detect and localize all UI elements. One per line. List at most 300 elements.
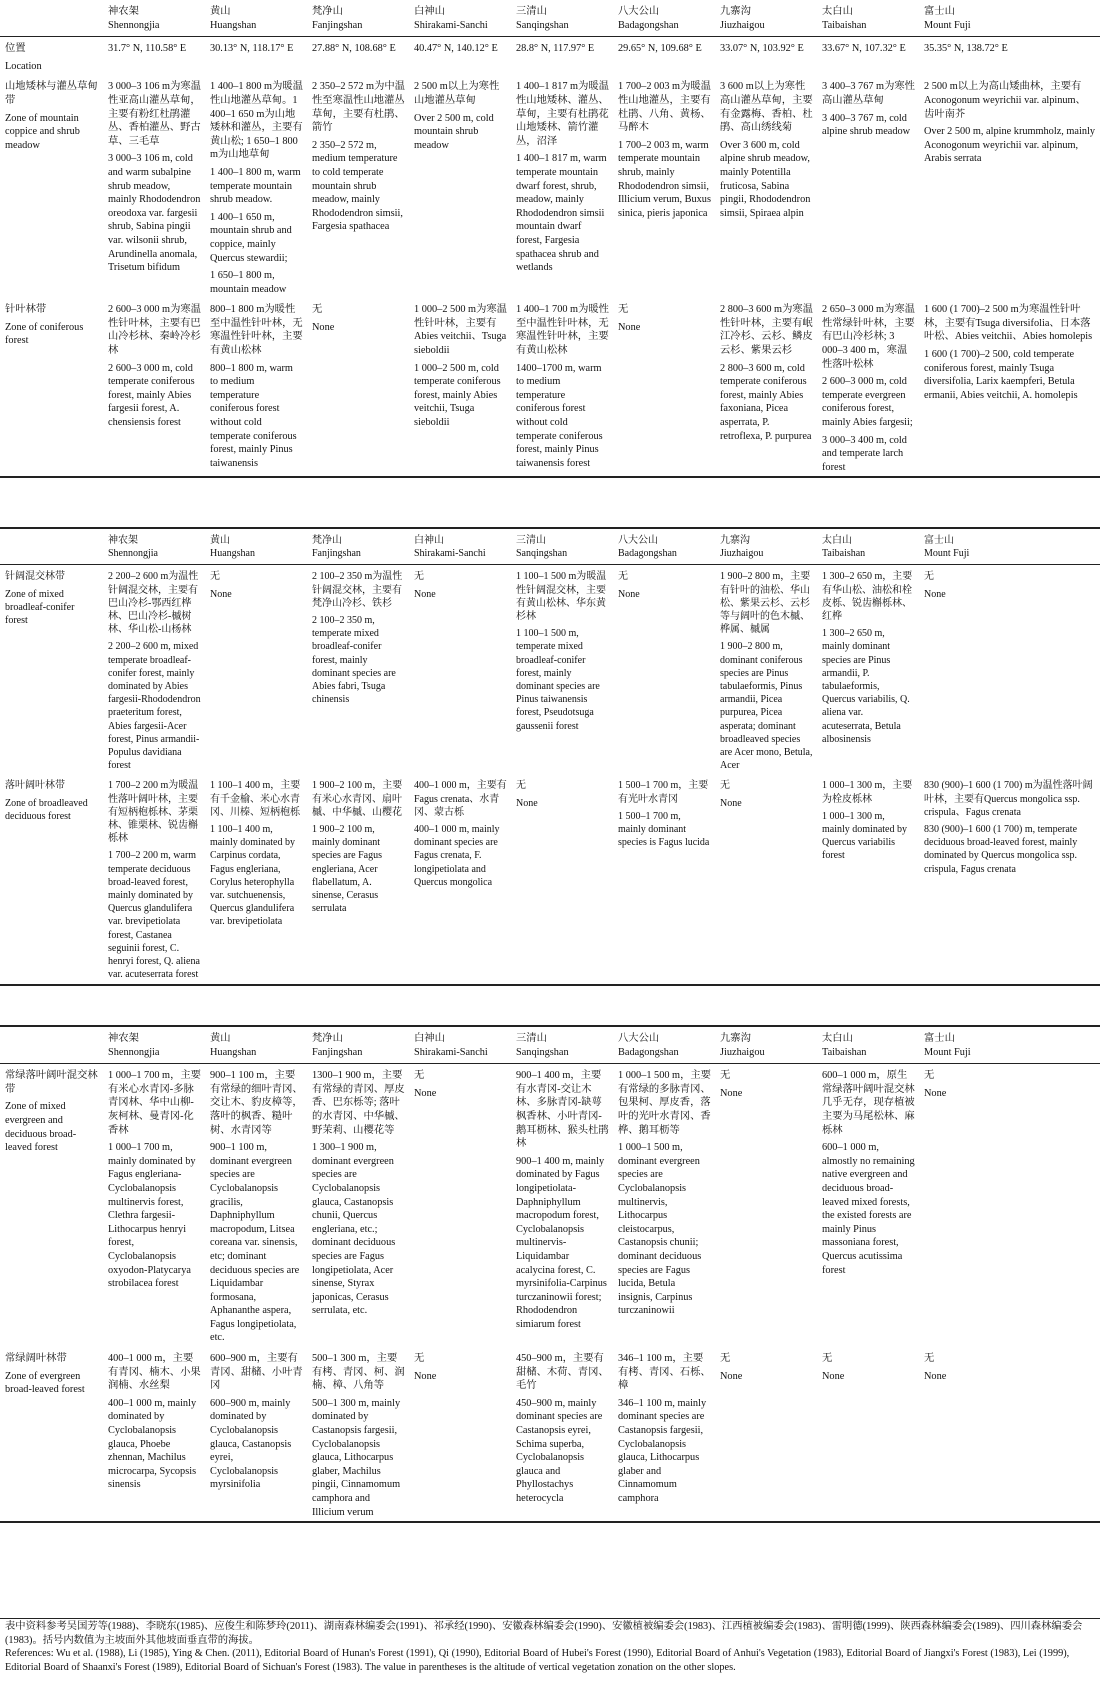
column-header — [511, 528, 613, 565]
table-cell — [919, 298, 1100, 477]
cell-paragraph: 1 000–1 700 m, mainly dominated by Fagus engleriana-Cyclobalanopsis multinervis forest, Clethra fargesii-Lithocarpus henryi forest, Cyclobalanopsis oxyodon-Platycarya strobilacea forest — [108, 1142, 196, 1290]
table-cell — [715, 1064, 817, 1347]
table-cell — [511, 298, 613, 477]
column-header-en: Shennongjia — [108, 1046, 160, 1058]
table-cell — [613, 37, 715, 76]
cell-paragraph: 600–1 000 m，原生常绿落叶阔叶混交林几乎无存，现存植被主要为马尾松林、麻栎林 — [822, 1070, 915, 1136]
table-cell — [715, 298, 817, 477]
row-label — [0, 37, 103, 76]
cell-paragraph: 2 350–2 572 m为中温性至寒温性山地灌丛草甸，主要有杜鹃、箭竹 — [312, 81, 405, 134]
column-header — [511, 0, 613, 37]
column-header-en: Shirakami-Sanchi — [414, 19, 488, 31]
cell-paragraph: 2 600–3 000 m为寒温性针叶林，主要有巴山冷杉林、秦岭冷杉林 — [108, 304, 201, 357]
cell-paragraph: 1 400–1 817 m, warm temperate mountain dwarf forest, shrub, meadow, mainly Rhododendron simsii mountain dwarf forest, Fargesia spathacea shrub and wetlands — [516, 153, 607, 274]
row-label — [0, 1347, 103, 1522]
row-label — [0, 565, 103, 775]
cell-paragraph: Zone of mixed evergreen and deciduous broad-leaved forest — [5, 1101, 77, 1154]
cell-paragraph: 450–900 m, mainly dominant species are Castanopsis eyrei, Schima superba, Cyclobalanopsis glauca and Phyllostachys heterocycla — [516, 1397, 603, 1504]
cell-paragraph: None — [414, 588, 436, 600]
cell-paragraph: 346–1 100 m, mainly dominant species are Castanopsis fargesii, Cyclobalanopsis glauca, Lithocarpus glaber and Cinnamomum camphora — [618, 1397, 707, 1504]
cell-paragraph: 3 000–3 106 m为寒温性亚高山灌丛草甸，主要有粉红杜鹃灌丛、香柏灌丛、野古草、三毛草 — [108, 81, 201, 147]
column-header-en: Badagongshan — [618, 1046, 679, 1058]
cell-paragraph: Over 2 500 m, cold mountain shrub meadow — [414, 112, 494, 151]
column-header-zh: 黄山 — [210, 6, 231, 17]
cell-paragraph: 1 600 (1 700)–2 500 m为寒温性针叶林，主要有Tsuga diversifolia、日本落叶松、Abies veitchii、Abies homolepis — [924, 304, 1093, 343]
cell-paragraph: 无 — [822, 1353, 833, 1365]
column-header-en: Mount Fuji — [924, 548, 970, 560]
table-cell — [817, 298, 919, 477]
column-header — [409, 0, 511, 37]
column-header — [409, 1026, 511, 1064]
column-header-en: Badagongshan — [618, 548, 677, 560]
table-row — [0, 75, 1100, 298]
cell-paragraph: 1 500–1 700 m，主要有光叶水青冈 — [618, 780, 709, 805]
header-corner — [0, 528, 103, 565]
column-header-en: Shirakami-Sanchi — [414, 548, 486, 560]
table-header-row — [0, 1026, 1100, 1064]
cell-paragraph: 1 400–1 800 m为暖温性山地灌丛草甸。1 400–1 650 m为山地矮林和灌丛，主要有黄山松; 1 650–1 800 m为山地草甸 — [210, 81, 303, 161]
table-cell — [511, 75, 613, 298]
column-header-en: Sanqingshan — [516, 1046, 569, 1058]
cell-paragraph: 33.67° N, 107.32° E — [822, 43, 906, 55]
cell-paragraph: 500–1 300 m, mainly dominated by Castanopsis fargesii, Cyclobalanopsis glauca, Lithocarpus glaber, Machilus pingii, Cinnamomum camphora and Illicium verum — [312, 1397, 401, 1518]
cell-paragraph: Zone of broadleaved deciduous forest — [5, 797, 88, 822]
table-cell — [205, 1064, 307, 1347]
column-header-en: Sanqingshan — [516, 548, 568, 560]
cell-paragraph: 无 — [618, 571, 628, 583]
cell-paragraph: None — [618, 588, 640, 600]
table-cell — [613, 1064, 715, 1347]
table-cell — [103, 565, 205, 775]
cell-paragraph: 35.35° N, 138.72° E — [924, 43, 1008, 55]
table-cell — [307, 37, 409, 76]
table-cell — [817, 75, 919, 298]
column-header-zh: 太白山 — [822, 535, 852, 546]
column-header-zh: 神农架 — [108, 535, 138, 546]
cell-paragraph: 无 — [516, 780, 526, 792]
table-row — [0, 774, 1100, 984]
column-header-zh: 太白山 — [822, 6, 853, 17]
table-cell — [715, 1347, 817, 1522]
column-header-zh: 梵净山 — [312, 6, 343, 17]
table-cell — [103, 298, 205, 477]
table-cell — [817, 1347, 919, 1522]
row-label — [0, 1064, 103, 1347]
column-header — [817, 0, 919, 37]
cell-paragraph: 1 000–1 300 m，主要为栓皮栎林 — [822, 780, 913, 805]
column-header-zh: 梵净山 — [312, 535, 342, 546]
cell-paragraph: 1 900–2 100 m，主要有米心水青冈、扇叶槭、中华槭、山樱花 — [312, 780, 403, 818]
table-cell — [817, 1064, 919, 1347]
cell-paragraph: None — [516, 797, 538, 809]
column-header — [613, 0, 715, 37]
cell-paragraph: Zone of mountain coppice and shrub meadow — [5, 112, 80, 151]
cell-paragraph: 1 400–1 800 m, warm temperate mountain shrub meadow. — [210, 166, 301, 206]
table-cell — [919, 565, 1100, 775]
table-cell — [613, 565, 715, 775]
cell-paragraph: 2 500 m以上为高山矮曲林，主要有Aconogonum weyrichii var. alpinum、齿叶南芥 — [924, 81, 1086, 120]
table-cell — [613, 774, 715, 984]
table-cell — [715, 75, 817, 298]
cell-paragraph: 1 000–2 500 m为寒温性针叶林，主要有Abies veitchii、Tsuga sieboldii — [414, 304, 507, 357]
cell-paragraph: None — [822, 1370, 845, 1382]
cell-paragraph: 3 600 m以上为寒性高山灌丛草甸，主要有金露梅、香柏、杜鹃、高山绣线菊 — [720, 81, 813, 134]
column-header-en: Fanjingshan — [312, 548, 361, 560]
column-header-zh: 富士山 — [924, 1033, 955, 1044]
cell-paragraph: 800–1 800 m, warm to medium temperature coniferous forest without cold temperate coniferous forest, mainly Pinus taiwanensis — [210, 362, 297, 469]
table-cell — [409, 75, 511, 298]
table-cell — [409, 37, 511, 76]
table-cell — [103, 1064, 205, 1347]
cell-paragraph: 无 — [720, 1070, 731, 1082]
column-header — [817, 1026, 919, 1064]
cell-paragraph: Zone of coniferous forest — [5, 321, 84, 347]
references-note — [5, 1620, 1095, 1674]
cell-paragraph: 1 900–2 800 m，主要有针叶的油松、华山松、紫果云杉、云杉等与阔叶的色木槭、桦属、槭属 — [720, 571, 811, 636]
table-cell — [103, 774, 205, 984]
table-cell — [307, 75, 409, 298]
table-cell — [205, 37, 307, 76]
table-cell — [715, 774, 817, 984]
cell-paragraph: 27.88° N, 108.68° E — [312, 43, 396, 55]
cell-paragraph: 2 200–2 600 m为温性针阔混交林，主要有巴山冷杉-鄂西红桦林、巴山冷杉-槭树林、华山松-山杨林 — [108, 571, 199, 636]
column-header — [205, 0, 307, 37]
table-cell — [307, 1347, 409, 1522]
cell-paragraph: 2 800–3 600 m, cold temperate coniferous forest, mainly Abies faxoniana, Picea asperrata, P. retroflexa, P. purpurea — [720, 362, 812, 442]
cell-paragraph: 1 400–1 700 m为暖性至中温性针叶林，无寒温性针叶林，主要有黄山松林 — [516, 304, 609, 357]
table-cell — [817, 565, 919, 775]
column-header-zh: 八大公山 — [618, 1033, 660, 1044]
table-cell — [919, 37, 1100, 76]
cell-paragraph: Zone of mixed broadleaf-conifer forest — [5, 588, 75, 627]
cell-paragraph: None — [414, 1370, 437, 1382]
cell-paragraph: 无 — [924, 1070, 935, 1082]
cell-paragraph: 900–1 400 m, mainly dominated by Fagus longipetiolata-Daphniphyllum macropodum forest, Cyclobalanopsis multinervis-Liquidambar acalycina forest, C. myrsinifolia-Carpinus turczaninowii forest; Rhododendron simiarum forest — [516, 1155, 607, 1330]
table-row — [0, 37, 1100, 76]
cell-paragraph: 1400–1700 m, warm to medium temperature coniferous forest without cold temperate coniferous forest, mainly Pinus taiwanensis forest — [516, 362, 603, 469]
cell-paragraph: 3 400–3 767 m为寒性高山灌丛草甸 — [822, 81, 915, 106]
table-cell — [307, 298, 409, 477]
column-header-en: Shirakami-Sanchi — [414, 1046, 488, 1058]
table-cell — [409, 774, 511, 984]
column-header — [307, 1026, 409, 1064]
cell-paragraph: 1 100–1 400 m，主要有千金榆、米心水青冈、川榛、短柄枹栎 — [210, 780, 301, 818]
column-header — [103, 1026, 205, 1064]
column-header-zh: 黄山 — [210, 1033, 231, 1044]
column-header-en: Fanjingshan — [312, 1046, 363, 1058]
row-label — [0, 75, 103, 298]
table-cell — [511, 37, 613, 76]
cell-paragraph: 常绿落叶阔叶混交林带 — [5, 1070, 98, 1095]
footnote-divider — [0, 1618, 1100, 1619]
column-header — [715, 0, 817, 37]
cell-paragraph: 无 — [210, 571, 220, 583]
cell-paragraph: Over 2 500 m, alpine krummholz, mainly Aconogonum weyrichii var. alpinum, Arabis serrata — [924, 126, 1096, 165]
cell-paragraph: 1 000–1 500 m, dominant evergreen species are Cyclobalanopsis multinervis, Lithocarpus cleistocarpus, Castanopsis chunii; dominant deciduous species are Fagus lucida, Betula insignis, Carpinus turczaninowii — [618, 1142, 702, 1317]
cell-paragraph: 无 — [414, 571, 424, 583]
cell-paragraph: 1 700–2 003 m, warm temperate mountain shrub, mainly Rhododendron simsii, Illicium verum, Buxus sinica, pieris japonica — [618, 139, 711, 219]
column-header-en: Mount Fuji — [924, 1046, 971, 1058]
table-cell — [205, 75, 307, 298]
column-header — [409, 528, 511, 565]
cell-paragraph: None — [924, 588, 946, 600]
cell-paragraph: 1 100–1 500 m, temperate mixed broadleaf-conifer forest, mainly dominant species are Pinus taiwanensis forest, Pseudotsuga gaussenii forest — [516, 628, 600, 732]
column-header — [919, 528, 1100, 565]
column-header-zh: 富士山 — [924, 535, 954, 546]
vegetation-zone-table-1 — [0, 0, 1100, 478]
column-header — [919, 0, 1100, 37]
table-cell — [103, 75, 205, 298]
table-cell — [205, 774, 307, 984]
cell-paragraph: 1 700–2 003 m为暖温性山地灌丛，主要有杜鹃、八角、黄杨、马醉木 — [618, 81, 711, 134]
column-header-en: Huangshan — [210, 548, 255, 560]
cell-paragraph: 常绿阔叶林带 — [5, 1353, 67, 1365]
table-cell — [613, 75, 715, 298]
cell-paragraph: 1 000–1 500 m，主要有常绿的多脉青冈、包果柯、厚皮香，落叶的光叶水青冈、香桦、鹅耳枥等 — [618, 1070, 711, 1136]
cell-paragraph: 30.13° N, 118.17° E — [210, 43, 294, 55]
column-header-zh: 八大公山 — [618, 535, 658, 546]
table-cell — [817, 774, 919, 984]
column-header — [205, 528, 307, 565]
column-header-zh: 梵净山 — [312, 1033, 343, 1044]
column-header-zh: 三清山 — [516, 535, 546, 546]
cell-paragraph: 1 100–1 500 m为暖温性针阔混交林，主要有黄山松林、华东黄杉林 — [516, 571, 607, 623]
cell-paragraph: 900–1 100 m，主要有常绿的细叶青冈、交让木、豹皮樟等，落叶的枫香、糙叶树、水青冈等 — [210, 1070, 303, 1136]
table-cell — [715, 37, 817, 76]
table-row — [0, 1347, 1100, 1522]
column-header — [919, 1026, 1100, 1064]
cell-paragraph: 40.47° N, 140.12° E — [414, 43, 498, 55]
cell-paragraph: 针阔混交林带 — [5, 571, 65, 583]
cell-paragraph: 33.07° N, 103.92° E — [720, 43, 804, 55]
column-header-zh: 三清山 — [516, 6, 547, 17]
table-cell — [409, 298, 511, 477]
cell-paragraph: 2 350–2 572 m, medium temperature to cold temperate mountain shrub meadow, mainly Rhododendron simsii, Fargesia spathacea — [312, 139, 403, 233]
column-header-zh: 九寨沟 — [720, 535, 750, 546]
cell-paragraph: Over 3 600 m, cold alpine shrub meadow, mainly Potentilla fruticosa, Sabina pingii, Rhododendron simsii, Spiraea alpin — [720, 139, 811, 219]
table-cell — [103, 37, 205, 76]
table-cell — [715, 565, 817, 775]
cell-paragraph: 600–900 m, mainly dominated by Cyclobalanopsis glauca, Castanopsis eyrei, Cyclobalanopsis myrsinifolia — [210, 1397, 292, 1491]
cell-paragraph: 400–1 000 m，主要有Fagus crenata、水青冈、蒙古栎 — [414, 780, 507, 818]
references-zh: 表中资料参考吴国芳等(1988)、李晓东(1985)、应俊生和陈梦玲(2011)、湖南森林编委会(1991)、祁承经(1990)、安徽森林编委会(1990)、安徽植被编委会(1983)、江西植被编委会(1983)、雷明德(1999)、陕西森林编委会(1989)、四川森林编委会(1983)。括号内数值为主坡面外其他坡面垂直带的海拔。 — [5, 1621, 1083, 1646]
cell-paragraph: 2 800–3 600 m为寒温性针叶林，主要有岷江冷杉、云杉、鳞皮云杉、紫果云杉 — [720, 304, 813, 357]
cell-paragraph: Location — [5, 60, 42, 72]
column-header-zh: 白神山 — [414, 1033, 445, 1044]
column-header-en: Mount Fuji — [924, 19, 971, 31]
column-header-en: Taibaishan — [822, 548, 866, 560]
column-header — [613, 1026, 715, 1064]
table-row — [0, 1064, 1100, 1347]
cell-paragraph: 1 300–1 900 m, dominant evergreen species are Cyclobalanopsis glauca, Castanopsis chunii, Quercus engleriana, etc.; dominant deciduous species are Fagus longipetiolata, Acer sinense, Styrax japonicas, Cerasus serrulata, etc. — [312, 1142, 396, 1317]
cell-paragraph: 830 (900)–1 600 (1 700) m为温性落叶阔叶林，主要有Quercus mongolica ssp. crispula、Fagus crenata — [924, 780, 1093, 818]
table-cell — [817, 37, 919, 76]
cell-paragraph: 1 000–2 500 m, cold temperate coniferous forest, mainly Abies veitchii, Tsuga sieboldii — [414, 362, 501, 429]
column-header-en: Huangshan — [210, 19, 257, 31]
table-cell — [919, 1064, 1100, 1347]
cell-paragraph: 无 — [924, 571, 934, 583]
cell-paragraph: None — [720, 797, 742, 809]
cell-paragraph: 位置 — [5, 43, 26, 55]
column-header-en: Sanqingshan — [516, 19, 569, 31]
cell-paragraph: None — [618, 321, 641, 333]
column-header-en: Jiuzhaigou — [720, 1046, 765, 1058]
cell-paragraph: 830 (900)–1 600 (1 700) m, temperate deciduous broad-leaved forest, mainly dominated by Quercus mongolica ssp. crispula, Fagus crenata — [924, 824, 1078, 875]
cell-paragraph: 900–1 100 m, dominant evergreen species are Cyclobalanopsis gracilis, Daphniphyllum macropodum, Litsea coreana var. sinensis, etc; dominant deciduous species are Liquidambar formosana, Aphananthe aspera, Fagus longipetiolata, etc. — [210, 1142, 300, 1344]
cell-paragraph: 400–1 000 m, mainly dominated by Cyclobalanopsis glauca, Phoebe zhennan, Machilus microcarpa, Sycopsis sinensis — [108, 1397, 197, 1491]
table-cell — [511, 1064, 613, 1347]
table-cell — [205, 1347, 307, 1522]
table-row — [0, 565, 1100, 775]
table-cell — [307, 1064, 409, 1347]
column-header-en: Fanjingshan — [312, 19, 363, 31]
column-header-en: Jiuzhaigou — [720, 548, 764, 560]
column-header-en: Jiuzhaigou — [720, 19, 765, 31]
column-header-en: Shennongjia — [108, 19, 160, 31]
cell-paragraph: 1 600 (1 700)–2 500, cold temperate coniferous forest, mainly Tsuga diversifolia, Larix kaempferi, Betula ermanii, Abies veitchii, A. homolepis — [924, 349, 1078, 401]
cell-paragraph: 29.65° N, 109.68° E — [618, 43, 702, 55]
table-header-row — [0, 528, 1100, 565]
cell-paragraph: 800–1 800 m为暖性至中温性针叶林，无寒温性针叶林，主要有黄山松林 — [210, 304, 303, 357]
cell-paragraph: 无 — [414, 1070, 425, 1082]
cell-paragraph: 1 700–2 200 m为暖温性落叶阔叶林，主要有短柄枹栎林、茅栗林、锥栗林、锐齿槲栎林 — [108, 780, 199, 845]
cell-paragraph: 1 900–2 100 m, mainly dominant species are Fagus engleriana, Acer flabellatum, A. sinense, Cerasus serrulata — [312, 824, 382, 915]
column-header-en: Badagongshan — [618, 19, 679, 31]
table-cell — [307, 565, 409, 775]
cell-paragraph: 600–900 m，主要有青冈、甜槠、小叶青冈 — [210, 1353, 303, 1392]
cell-paragraph: 3 000–3 106 m, cold and warm subalpine shrub meadow, mainly Rhododendron oreodoxa var. fargesii shrub, Sabina pingii var. wilsonii shrub, Arundinella anomala, Trisetum bifidum — [108, 153, 201, 274]
column-header-zh: 富士山 — [924, 6, 955, 17]
cell-paragraph: 无 — [924, 1353, 935, 1365]
cell-paragraph: 1 700–2 200 m, warm temperate deciduous broad-leaved forest, mainly dominated by Quercus glandulifera var. brevipetiolata forest, Castanea seguinii forest, C. henryi forest, Q. aliena var. acuteserrata forest — [108, 850, 200, 981]
column-header-zh: 神农架 — [108, 6, 139, 17]
cell-paragraph: 针叶林带 — [5, 304, 47, 316]
cell-paragraph: None — [924, 1087, 947, 1099]
cell-paragraph: 无 — [720, 780, 730, 792]
table-cell — [613, 1347, 715, 1522]
column-header — [103, 0, 205, 37]
column-header-zh: 三清山 — [516, 1033, 547, 1044]
table-cell — [511, 565, 613, 775]
cell-paragraph: 1 650–1 800 m, mountain meadow — [210, 270, 287, 295]
column-header — [715, 528, 817, 565]
cell-paragraph: 500–1 300 m，主要有栲、青冈、柯、润楠、樟、八角等 — [312, 1353, 405, 1392]
table-header-row — [0, 0, 1100, 37]
references-en: References: Wu et al. (1988), Li (1985), Ying & Chen. (2011), Editorial Board of Hunan's Forest (1991), Qi (1990), Editorial Board of Hubei's Forest (1990), Editorial Board of Anhui's Vegetation (1983), Editorial Board of Jiangxi's Forest (1983), Lei (1999), Editorial Board of Shaanxi's Forest (1989), Editorial Board of Sichuan's Forest (1983). The value in parentheses is the altitude of vertical vegetation zonation on the other slopes. — [5, 1648, 1070, 1673]
column-header-en: Taibaishan — [822, 1046, 867, 1058]
column-header — [613, 528, 715, 565]
column-header-zh: 八大公山 — [618, 6, 660, 17]
table-cell — [409, 1064, 511, 1347]
column-header-en: Taibaishan — [822, 19, 867, 31]
cell-paragraph: 400–1 000 m, mainly dominant species are Fagus crenata, F. longipetiolata and Quercus mongolica — [414, 824, 500, 888]
table-cell — [919, 1347, 1100, 1522]
column-header — [307, 528, 409, 565]
table-cell — [205, 298, 307, 477]
cell-paragraph: 450–900 m，主要有甜槠、木荷、青冈、毛竹 — [516, 1353, 609, 1392]
cell-paragraph: 2 600–3 000 m, cold temperate evergreen coniferous forest, mainly Abies fargesii; — [822, 376, 913, 429]
cell-paragraph: 1 100–1 400 m, mainly dominated by Carpinus cordata, Fagus engleriana, Corylus heterophylla var. sutchuenensis, Quercus glandulifera var. brevipetiolata — [210, 824, 295, 928]
column-header-en: Shennongjia — [108, 548, 158, 560]
cell-paragraph: 1 000–1 700 m，主要有米心水青冈-多脉青冈林、华中山柳-灰柯林、曼青冈-化香林 — [108, 1070, 201, 1136]
cell-paragraph: 2 650–3 000 m为寒温性常绿针叶林，主要有巴山冷杉林; 3 000–3 400 m，寒温性落叶松林 — [822, 304, 915, 370]
cell-paragraph: 1 000–1 300 m, mainly dominated by Quercus variabilis forest — [822, 810, 907, 862]
vegetation-zone-table-3 — [0, 1025, 1100, 1523]
column-header-zh: 白神山 — [414, 535, 444, 546]
cell-paragraph: 1 500–1 700 m, mainly dominant species is Fagus lucida — [618, 810, 710, 849]
cell-paragraph: None — [720, 1370, 743, 1382]
cell-paragraph: None — [312, 321, 335, 333]
column-header — [511, 1026, 613, 1064]
cell-paragraph: 31.7° N, 110.58° E — [108, 43, 187, 55]
cell-paragraph: 2 100–2 350 m为温性针阔混交林，主要有梵净山冷杉、铁杉 — [312, 571, 403, 609]
column-header-zh: 白神山 — [414, 6, 445, 17]
cell-paragraph: 2 600–3 000 m, cold temperate coniferous forest, mainly Abies fargesii forest, A. chensiensis forest — [108, 362, 195, 429]
table-cell — [511, 774, 613, 984]
table-cell — [307, 774, 409, 984]
column-header — [307, 0, 409, 37]
cell-paragraph: 900–1 400 m，主要有水青冈-交让木林、多脉青冈-缺萼枫香林、小叶青冈-鹅耳枥林、猴头杜鹃林 — [516, 1070, 609, 1150]
cell-paragraph: 1300–1 900 m，主要有常绿的青冈、厚皮香、巴东栎等; 落叶的水青冈、中华槭、野茉莉、山樱花等 — [312, 1070, 405, 1136]
row-label — [0, 774, 103, 984]
table-cell — [409, 1347, 511, 1522]
row-label — [0, 298, 103, 477]
table-cell — [409, 565, 511, 775]
vegetation-zone-table-2 — [0, 527, 1100, 986]
cell-paragraph: 2 100–2 350 m, temperate mixed broadleaf-conifer forest, mainly dominant species are Abies fabri, Tsuga chinensis — [312, 615, 396, 706]
column-header-zh: 九寨沟 — [720, 6, 751, 17]
cell-paragraph: 山地矮林与灌丛草甸带 — [5, 81, 98, 106]
cell-paragraph: 346–1 100 m，主要有栲、青冈、石栎、樟 — [618, 1353, 711, 1392]
header-corner — [0, 0, 103, 37]
table-cell — [919, 774, 1100, 984]
cell-paragraph: 无 — [618, 304, 629, 316]
cell-paragraph: 无 — [414, 1353, 425, 1365]
cell-paragraph: 600–1 000 m, almostly no remaining native evergreen and deciduous broad-leaved mixed forests, the existed forests are mainly Pinus massoniana forest, Quercus acutissima forest — [822, 1142, 915, 1276]
cell-paragraph: 1 400–1 817 m为暖温性山地矮林、灌丛、草甸，主要有杜鹃花山地矮林、箭竹灌丛，沼泽 — [516, 81, 609, 147]
cell-paragraph: None — [720, 1087, 743, 1099]
column-header — [205, 1026, 307, 1064]
table-row — [0, 298, 1100, 477]
cell-paragraph: 1 300–2 650 m, mainly dominant species are Pinus armandii, P. tabulaeformis, Quercus variabilis, Q. aliena var. acuteserrata, Betula albosinensis — [822, 628, 910, 745]
column-header — [715, 1026, 817, 1064]
cell-paragraph: 3 000–3 400 m, cold and temperate larch forest — [822, 434, 907, 473]
cell-paragraph: 无 — [312, 304, 323, 316]
cell-paragraph: 1 300–2 650 m，主要有华山松、油松和栓皮栎、锐齿槲栎林、红桦 — [822, 571, 913, 623]
cell-paragraph: Zone of evergreen broad-leaved forest — [5, 1370, 85, 1396]
cell-paragraph: 400–1 000 m，主要有青冈、楠木、小果润楠、水丝梨 — [108, 1353, 201, 1392]
cell-paragraph: 2 500 m以上为寒性山地灌丛草甸 — [414, 81, 500, 106]
cell-paragraph: 3 400–3 767 m, cold alpine shrub meadow — [822, 112, 911, 138]
cell-paragraph: 1 400–1 650 m, mountain shrub and coppice, mainly Quercus stewardii; — [210, 211, 292, 264]
cell-paragraph: None — [924, 1370, 947, 1382]
column-header-zh: 太白山 — [822, 1033, 853, 1044]
table-cell — [613, 298, 715, 477]
table-cell — [103, 1347, 205, 1522]
column-header-zh: 神农架 — [108, 1033, 139, 1044]
column-header — [103, 528, 205, 565]
table-cell — [205, 565, 307, 775]
column-header-en: Huangshan — [210, 1046, 257, 1058]
table-cell — [919, 75, 1100, 298]
cell-paragraph: 28.8° N, 117.97° E — [516, 43, 595, 55]
column-header — [817, 528, 919, 565]
cell-paragraph: None — [414, 1087, 437, 1099]
cell-paragraph: 1 900–2 800 m, dominant coniferous species are Pinus tabulaeformis, Pinus armandii, Picea purpurea, Picea asperata; dominant broadleaved species are Acer mono, Betula, Acer — [720, 641, 813, 772]
cell-paragraph: 落叶阔叶林带 — [5, 780, 65, 792]
header-corner — [0, 1026, 103, 1064]
cell-paragraph: None — [210, 588, 232, 600]
